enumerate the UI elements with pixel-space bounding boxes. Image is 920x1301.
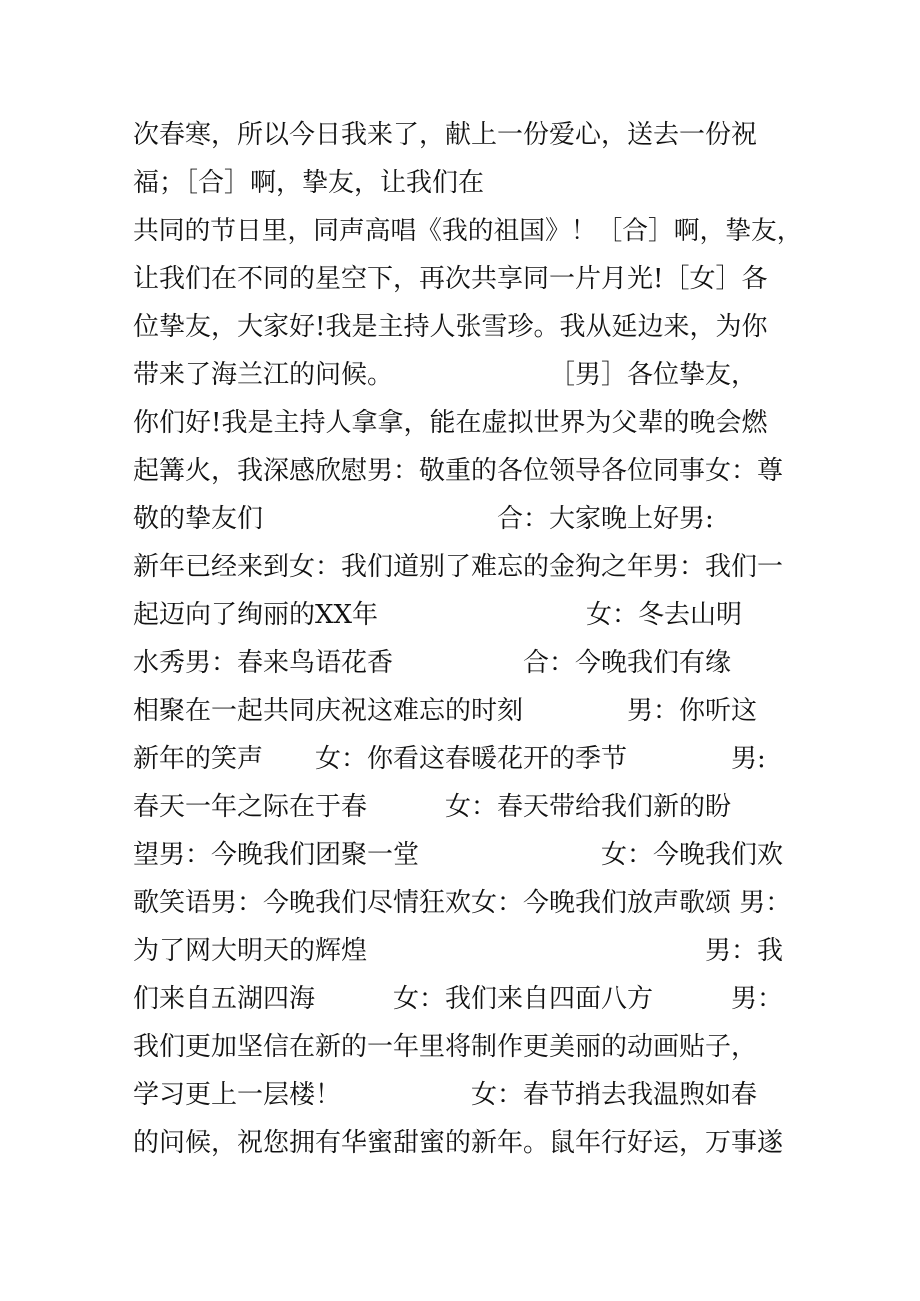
text-line-5: 位挚友，大家好!我是主持人张雪珍。我从延边来，为你	[133, 312, 768, 342]
text-line-10: 新年已经来到女：我们道别了难忘的金狗之年男：我们一	[133, 552, 784, 582]
text-line-19: 们来自五湖四海 女：我们来自四面八方 男：	[133, 984, 784, 1014]
text-line-11: 起迈向了绚丽的XX年 女：冬去山明	[133, 600, 743, 630]
text-line-15: 春天一年之际在于春 女：春天带给我们新的盼	[133, 792, 732, 822]
text-line-13: 相聚在一起共同庆祝这难忘的时刻 男：你听这	[133, 696, 758, 726]
text-line-22: 的问候，祝您拥有华蜜甜蜜的新年。鼠年行好运，万事遂	[133, 1128, 784, 1158]
text-line-18: 为了网大明天的辉煌 男：我	[133, 936, 784, 966]
text-line-16: 望男：今晚我们团聚一堂 女：今晚我们欢	[133, 840, 784, 870]
text-line-17: 歌笑语男：今晚我们尽情狂欢女：今晚我们放声歌颂 男：	[133, 888, 792, 918]
text-line-3: 共同的节日里，同声高唱《我的祖国》！［合］啊，挚友，	[133, 216, 803, 246]
text-line-20: 我们更加坚信在新的一年里将制作更美丽的动画贴子，	[133, 1032, 758, 1062]
text-line-9: 敬的挚友们 合：大家晚上好男:	[133, 504, 714, 534]
text-line-8: 起篝火，我深感欣慰男：敬重的各位领导各位同事女：尊	[133, 456, 784, 486]
text-line-1: 次春寒，所以今日我来了，献上一份爱心，送去一份祝	[133, 120, 758, 150]
text-line-2: 福；［合］啊，挚友，让我们在	[133, 168, 485, 198]
text-line-21: 学习更上一层楼！ 女：春节捎去我温煦如春	[133, 1080, 758, 1110]
text-line-6: 带来了海兰江的问候。 ［男］各位挚友，	[133, 360, 758, 390]
text-line-7: 你们好!我是主持人拿拿，能在虚拟世界为父辈的晚会燃	[133, 408, 768, 438]
text-line-14: 新年的笑声 女：你看这春暖花开的季节 男:	[133, 744, 766, 774]
text-line-4: 让我们在不同的星空下，再次共享同一片月光!［女］各	[133, 264, 768, 294]
text-line-12: 水秀男：春来鸟语花香 合：今晚我们有缘	[133, 648, 732, 678]
